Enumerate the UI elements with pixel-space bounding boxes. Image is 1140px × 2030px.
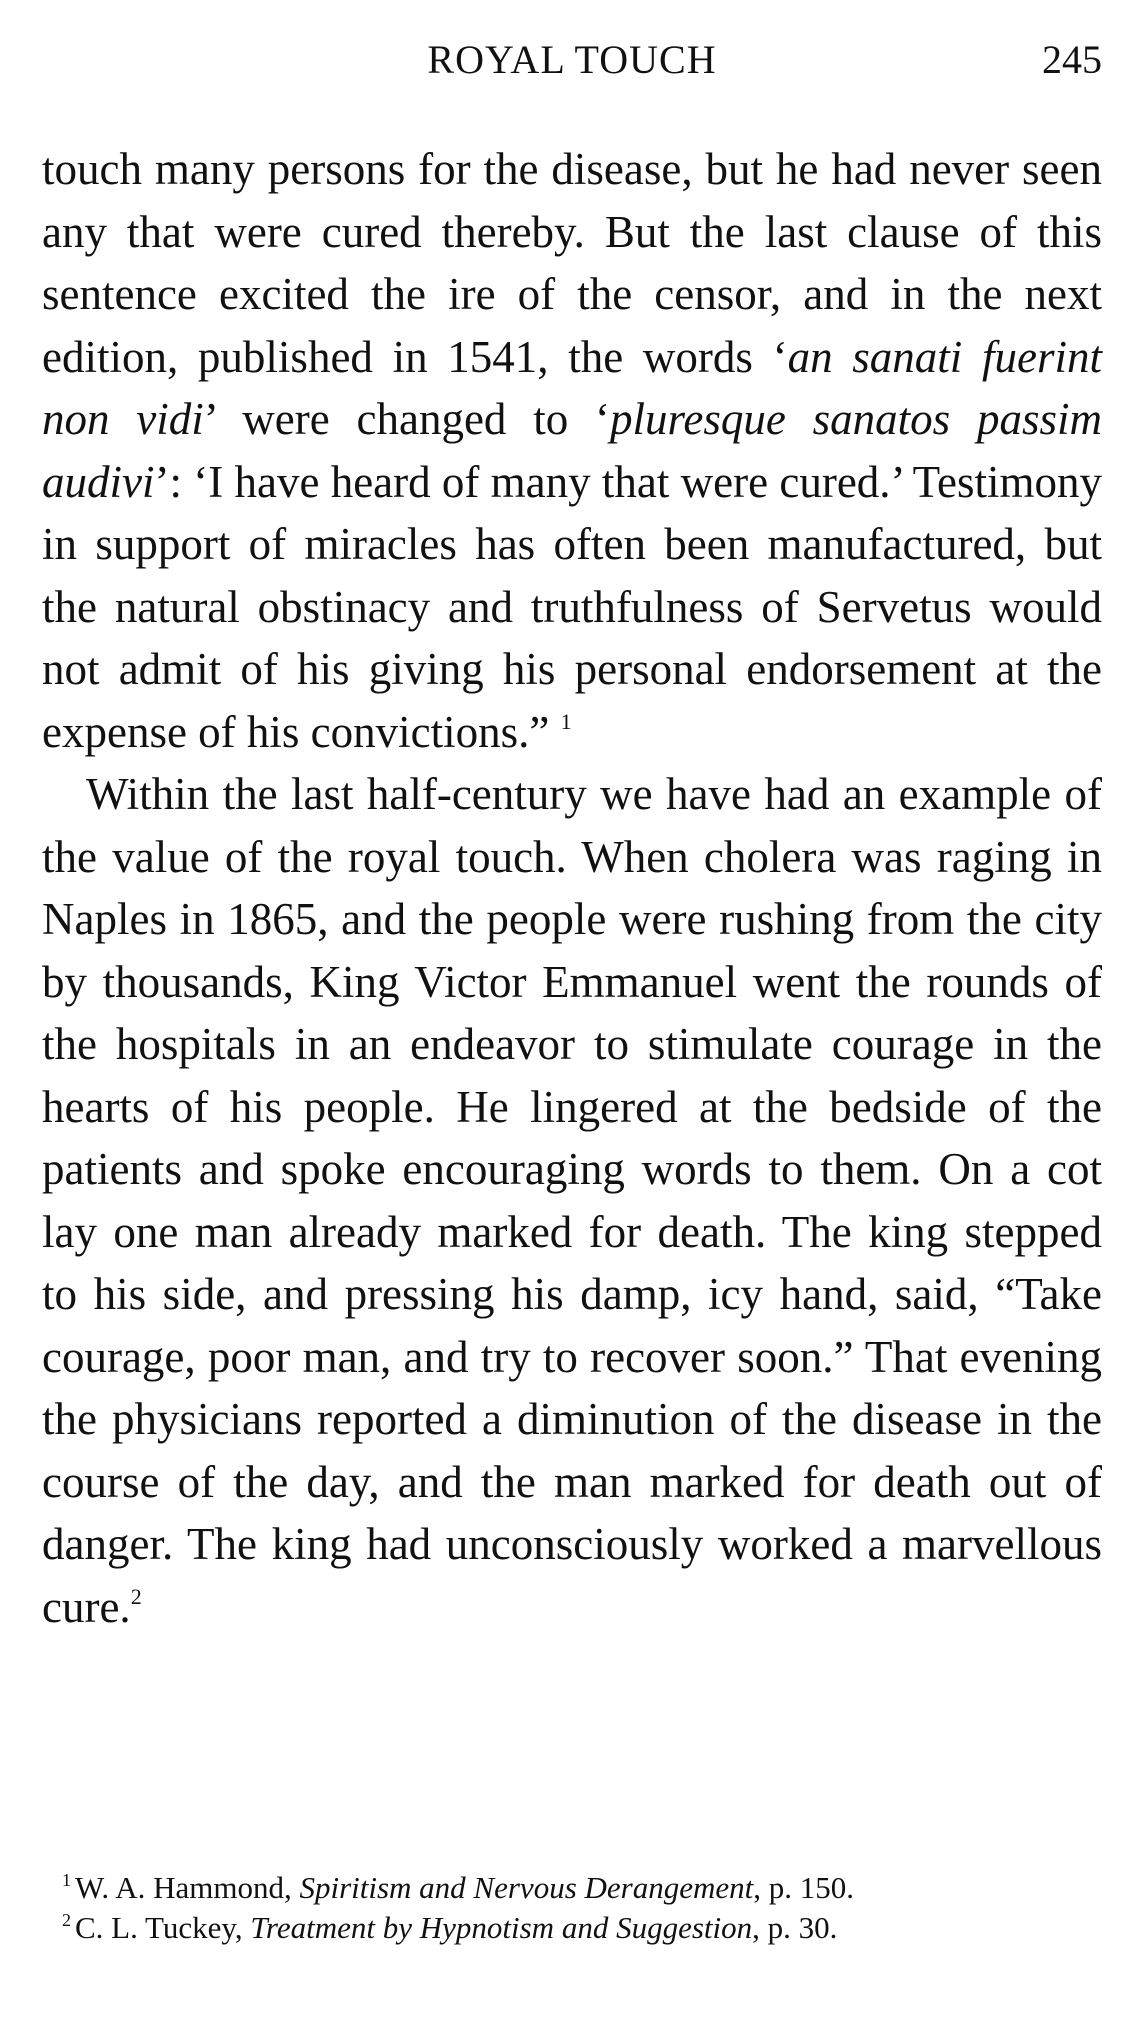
paragraph-servetus — [42, 138, 1102, 763]
page-number: 245 — [1042, 37, 1102, 82]
footnote-pages: , p. 150. — [753, 1870, 854, 1905]
running-title: ROYAL TOUCH — [427, 37, 717, 82]
footnote — [62, 1908, 1102, 1948]
body-text — [42, 138, 1102, 1638]
footnote-reference[interactable]: 2 — [130, 1583, 142, 1609]
footnote-pages: , p. 30. — [752, 1910, 838, 1945]
latin-quote: pluresque sanatos passim audivi — [42, 394, 1103, 507]
paragraph-text: ’ were changed to ‘ — [203, 394, 611, 444]
paragraph-text: Within the last half-century we have had an example of the value of the royal touch. When cholera was raging in Naples in 1865, and the people were rushing from the city by thousands, King Victor Emmanuel went the rounds of the hospitals in an endeavor to stimulate courage in the hearts of his people. He lingered at the bedside of the patients and spoke encouraging words to them. On a cot lay one man already marked for death. The king stepped to his side, and pressing his damp, icy hand, said, “Take courage, poor man, and try to recover soon.” That evening the physicians reported a diminution of the disease in the course of the day, and the man marked for death out of danger. The king had unconsciously worked a marvellous cure. — [42, 769, 1102, 1632]
running-head — [42, 36, 1102, 92]
footnote-marker: 1 — [62, 1870, 71, 1890]
paragraph-text: touch many persons for the disease, but he had never seen any that were cured thereby. But the last clause of this sentence excited the ire of the censor, and in the next edition, published in 1541, the words ‘ — [42, 144, 1102, 382]
footnote-title: Spiritism and Nervous Derangement — [299, 1870, 754, 1905]
paragraph-victor-emmanuel — [42, 763, 1102, 1638]
footnote-marker: 2 — [62, 1910, 71, 1930]
paragraph-text: ’: ‘I have heard of many that were cured.’ Testimony in support of miracles has often been manufactured, but the natural obstinacy and truthfulness of Servetus would not admit of his giving his personal endorsement at the expense of his convictions.” — [42, 456, 1102, 757]
footnote-author: W. A. Hammond, — [75, 1870, 300, 1905]
footnote-title: Treatment by Hypnotism and Suggestion — [250, 1910, 753, 1945]
latin-quote: an sanati fuerint non vidi — [42, 331, 1102, 444]
footnote-author: C. L. Tuckey, — [75, 1910, 251, 1945]
footnote — [62, 1868, 1102, 1908]
footnote-reference[interactable]: 1 — [560, 708, 572, 734]
footnotes — [62, 1868, 1102, 1948]
